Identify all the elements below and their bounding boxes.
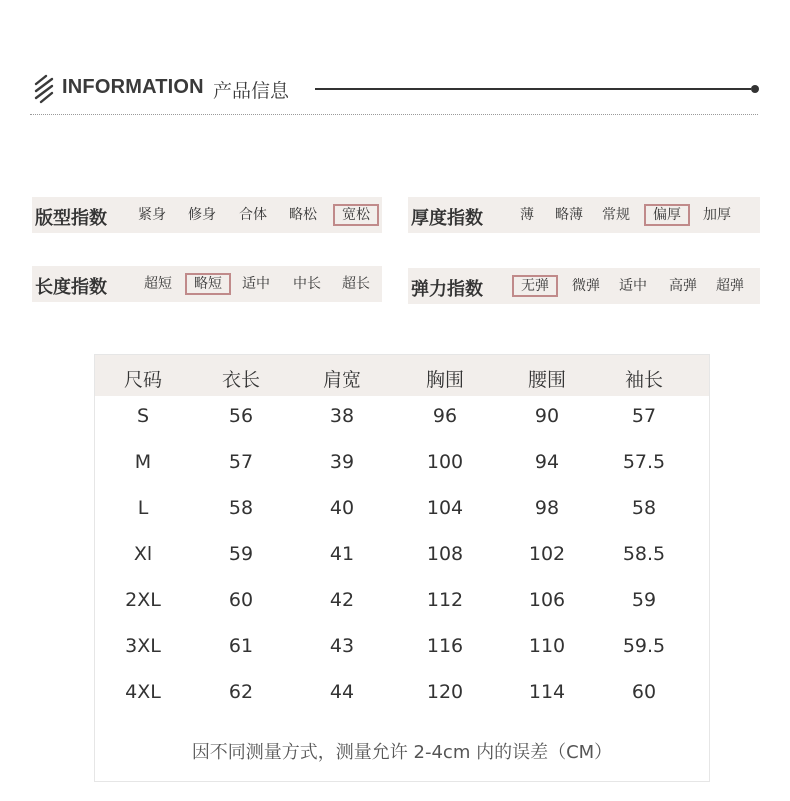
cell-size: L	[137, 497, 149, 519]
cell-size: 2XL	[125, 589, 161, 611]
elasticity-option: 适中	[619, 278, 647, 294]
elasticity-option-selected: 无弹	[512, 275, 558, 297]
header-cell-chest: 胸围	[425, 369, 464, 391]
cell-shoulder: 39	[329, 451, 355, 473]
title-english: INFORMATION	[62, 76, 204, 98]
header-cell-waist: 腰围	[527, 369, 566, 391]
length-option: 适中	[242, 276, 270, 292]
length-index-label: 长度指数	[35, 277, 107, 298]
size-table-header	[95, 355, 709, 396]
fit-option: 修身	[188, 207, 216, 223]
size-table	[94, 354, 710, 782]
cell-waist: 102	[528, 543, 566, 565]
thickness-option: 略薄	[555, 207, 583, 223]
header-cell-sleeve: 袖长	[624, 369, 663, 391]
cell-sleeve: 57.5	[622, 451, 666, 473]
cell-shoulder: 38	[329, 405, 355, 427]
header-cell-size: 尺码	[123, 369, 162, 391]
length-option: 超短	[144, 276, 172, 292]
cell-shoulder: 44	[329, 681, 355, 703]
fit-option-selected: 宽松	[333, 204, 379, 226]
measurement-note: 因不同测量方式，测量允许 2-4cm 内的误差（CM）	[191, 742, 613, 763]
header-cell-length: 衣长	[221, 369, 260, 391]
cell-sleeve: 60	[631, 681, 657, 703]
length-index-strip	[32, 266, 382, 302]
thickness-option: 常规	[602, 207, 630, 223]
fit-option: 合体	[239, 207, 267, 223]
fit-option: 紧身	[138, 207, 166, 223]
elasticity-option: 高弹	[669, 278, 697, 294]
header-rule-dot	[751, 85, 759, 93]
title-chinese: 产品信息	[213, 80, 290, 102]
cell-size: Xl	[133, 543, 153, 565]
cell-chest: 108	[426, 543, 464, 565]
cell-chest: 116	[426, 635, 464, 657]
length-option: 超长	[342, 276, 370, 292]
cell-length: 57	[228, 451, 254, 473]
cell-chest: 120	[426, 681, 464, 703]
cell-chest: 104	[426, 497, 464, 519]
cell-waist: 98	[534, 497, 560, 519]
elasticity-index-label: 弹力指数	[411, 279, 483, 300]
fit-option: 略松	[289, 207, 317, 223]
cell-waist: 94	[534, 451, 560, 473]
cell-chest: 96	[432, 405, 458, 427]
cell-length: 60	[228, 589, 254, 611]
thickness-option: 加厚	[703, 207, 731, 223]
header-cell-shoulder: 肩宽	[322, 369, 361, 391]
cell-waist: 110	[528, 635, 566, 657]
cell-length: 58	[228, 497, 254, 519]
cell-sleeve: 58	[631, 497, 657, 519]
thickness-index-label: 厚度指数	[411, 208, 483, 229]
length-option: 中长	[293, 276, 321, 292]
elasticity-option: 微弹	[572, 278, 600, 294]
cell-chest: 112	[426, 589, 464, 611]
length-option-selected: 略短	[185, 273, 231, 295]
cell-length: 56	[228, 405, 254, 427]
info-header	[30, 72, 760, 108]
dotted-divider	[30, 114, 758, 115]
cell-waist: 114	[528, 681, 566, 703]
stripes-logo-icon	[33, 74, 55, 104]
cell-length: 62	[228, 681, 254, 703]
cell-size: M	[134, 451, 152, 473]
header-rule	[315, 88, 751, 90]
fit-index-strip	[32, 197, 382, 233]
cell-sleeve: 59	[631, 589, 657, 611]
cell-waist: 90	[534, 405, 560, 427]
thickness-option-selected: 偏厚	[644, 204, 690, 226]
cell-size: 3XL	[125, 635, 161, 657]
cell-shoulder: 43	[329, 635, 355, 657]
cell-shoulder: 42	[329, 589, 355, 611]
cell-waist: 106	[528, 589, 566, 611]
cell-length: 61	[228, 635, 254, 657]
elasticity-index-strip	[408, 268, 760, 304]
thickness-index-strip	[408, 197, 760, 233]
fit-index-label: 版型指数	[35, 208, 107, 229]
cell-length: 59	[228, 543, 254, 565]
cell-sleeve: 59.5	[622, 635, 666, 657]
cell-size: 4XL	[125, 681, 161, 703]
cell-size: S	[136, 405, 150, 427]
elasticity-option: 超弹	[716, 278, 744, 294]
cell-shoulder: 41	[329, 543, 355, 565]
thickness-option: 薄	[520, 207, 534, 223]
cell-shoulder: 40	[329, 497, 355, 519]
cell-sleeve: 57	[631, 405, 657, 427]
cell-chest: 100	[426, 451, 464, 473]
cell-sleeve: 58.5	[622, 543, 666, 565]
